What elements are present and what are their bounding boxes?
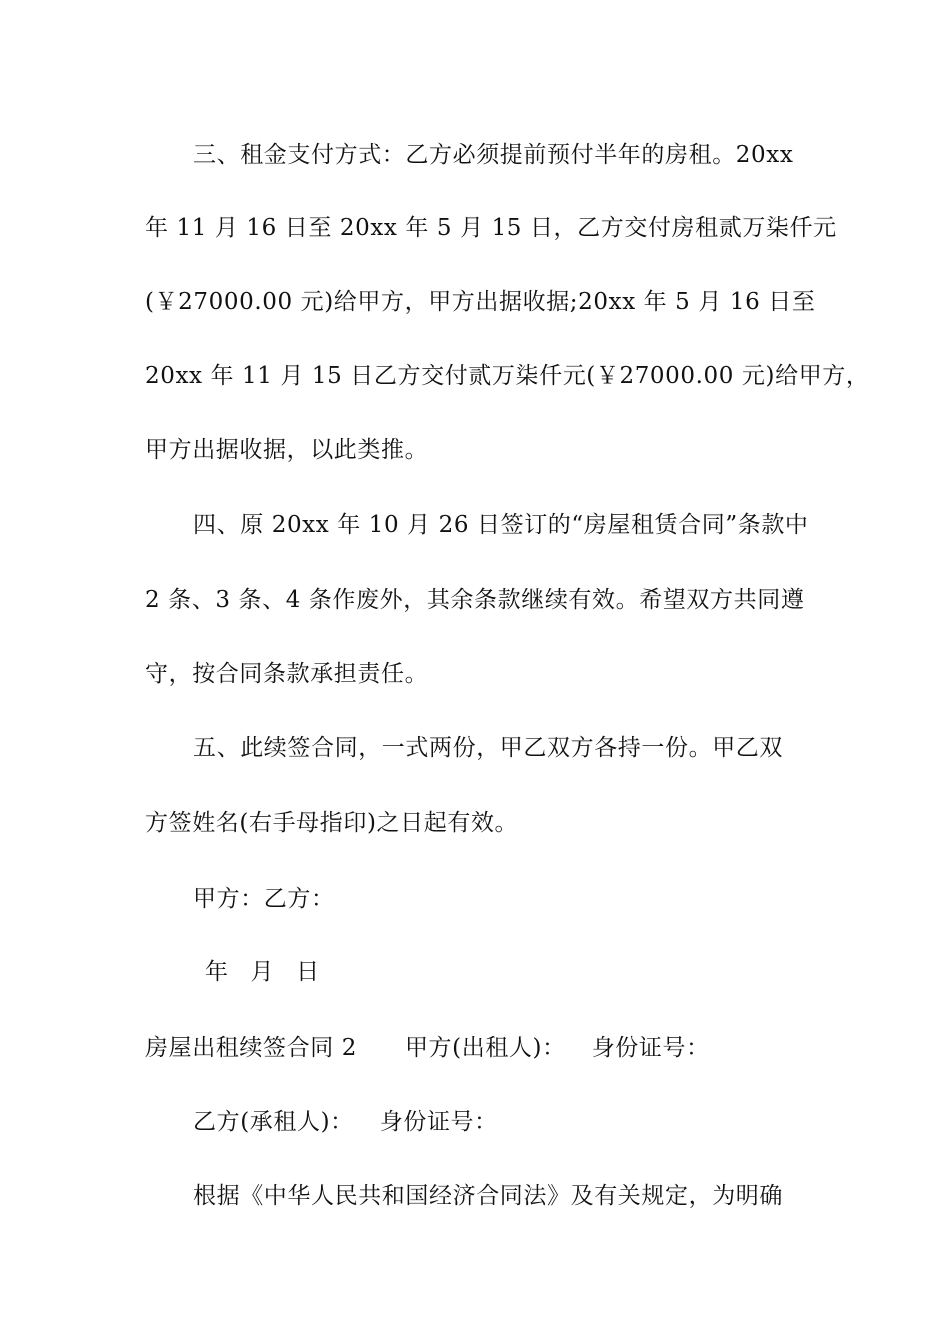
date-month-label: 月	[250, 959, 275, 985]
clause-3-line-2: 年 11 月 16 日至 20xx 年 5 月 15 日，乙方交付房租贰万柒仟元	[145, 215, 837, 241]
clause-5-line-1: 五、此续签合同，一式两份，甲乙双方各持一份。甲乙双	[193, 735, 783, 761]
party-b-id-label: 身份证号：	[379, 1109, 498, 1135]
clause-5-line-2: 方签姓名(右手母指印)之日起有效。	[145, 810, 519, 836]
party-a-id-label: 身份证号：	[591, 1035, 710, 1061]
clause-3-line-4: 20xx 年 11 月 15 日乙方交付贰万柒仟元(￥27000.00 元)给甲方，	[145, 363, 870, 389]
clause-4-line-2: 2 条、3 条、4 条作废外，其余条款继续有效。希望双方共同遵	[145, 587, 805, 613]
date-year-label: 年	[205, 959, 229, 985]
party-a-label: 甲方(出租人)：	[404, 1035, 566, 1061]
party-b-label: 乙方(承租人)：	[193, 1109, 354, 1135]
contract-2-title: 房屋出租续签合同 2	[145, 1035, 357, 1061]
clause-3-line-1: 三、租金支付方式：乙方必须提前预付半年的房租。20xx	[193, 142, 794, 168]
party-b-line	[193, 1107, 863, 1137]
clause-4-line-1: 四、原 20xx 年 10 月 26 日签订的“房屋租赁合同”条款中	[193, 512, 809, 538]
clause-3-line-5: 甲方出据收据，以此类推。	[145, 437, 429, 463]
signature-parties: 甲方：乙方：	[193, 886, 335, 912]
signature-date	[205, 957, 875, 987]
clause-3-line-3: (￥27000.00 元)给甲方，甲方出据收据;20xx 年 5 月 16 日至	[145, 289, 816, 315]
contract-2-heading-line	[145, 1033, 815, 1063]
contract-2-intro: 根据《中华人民共和国经济合同法》及有关规定，为明确	[193, 1183, 783, 1209]
date-day-label: 日	[296, 959, 320, 985]
clause-4-line-3: 守，按合同条款承担责任。	[145, 661, 429, 687]
